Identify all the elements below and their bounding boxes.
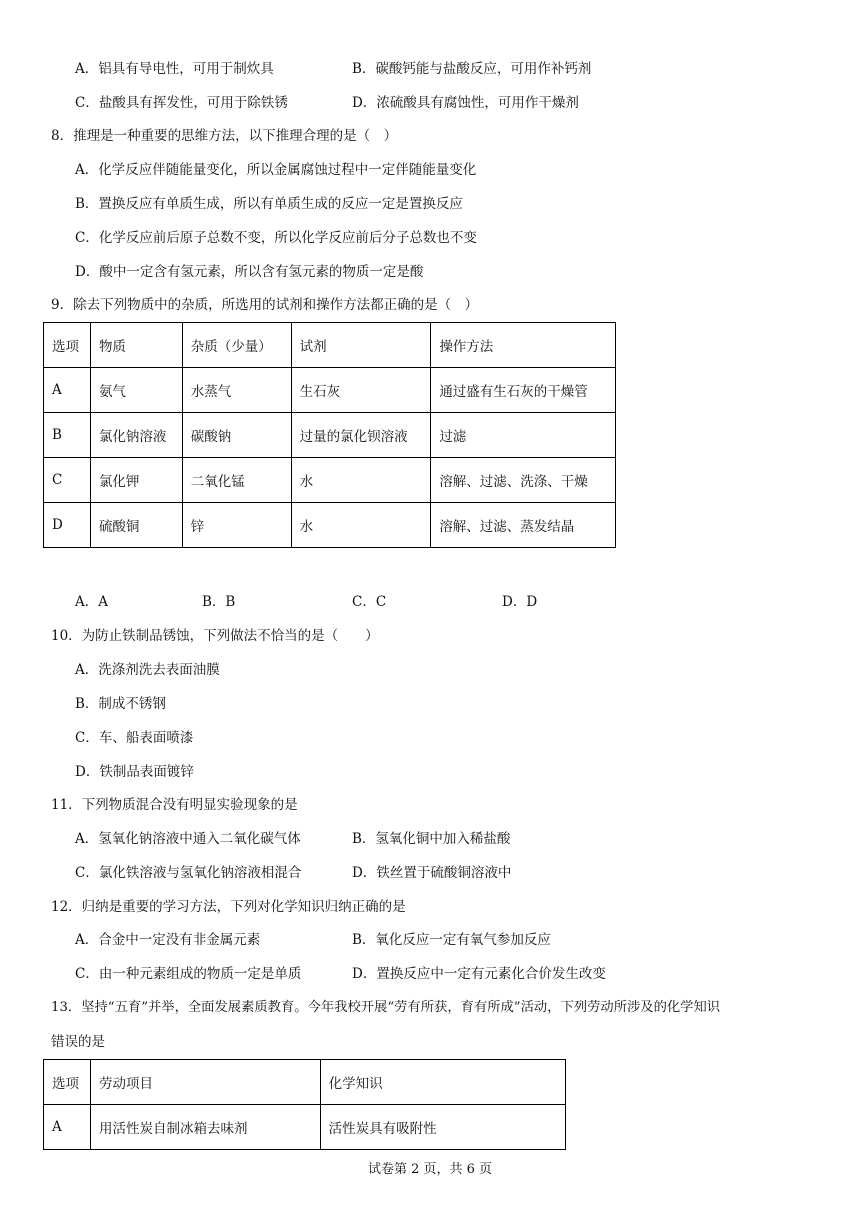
q9-option-a: A．A [75, 594, 108, 610]
table-header-cell: 操作方法 [431, 323, 616, 368]
table-cell: 过滤 [431, 413, 616, 458]
table-cell: 生石灰 [291, 368, 431, 413]
q11-option-b: B．氢氧化铜中加入稀盐酸 [352, 831, 511, 847]
q12-option-b: B．氧化反应一定有氧气参加反应 [352, 932, 551, 948]
q10-stem: 10．为防止铁制品锈蚀，下列做法不恰当的是（ ） [51, 628, 379, 644]
q9-option-b: B．B [202, 594, 236, 610]
q11-option-d: D．铁丝置于硫酸铜溶液中 [352, 865, 512, 881]
table-row [44, 323, 616, 368]
table-row [44, 368, 616, 413]
table-cell: 氯化钠溶液 [90, 413, 182, 458]
table-cell: 溶解、过滤、洗涤、干燥 [431, 458, 616, 503]
q10-option-b: B．制成不锈钢 [75, 696, 166, 712]
table-cell: 碳酸钠 [182, 413, 291, 458]
q11-option-c: C．氯化铁溶液与氢氧化钠溶液相混合 [75, 865, 302, 881]
table-header-cell: 物质 [90, 323, 182, 368]
page-footer: 试卷第 2 页，共 6 页 [367, 1162, 493, 1177]
table-header-cell: 试剂 [291, 323, 431, 368]
q12-option-c: C．由一种元素组成的物质一定是单质 [75, 966, 302, 982]
table-header-cell: 化学知识 [320, 1060, 565, 1105]
table-cell: 水 [291, 458, 431, 503]
q10-option-a: A．洗涤剂洗去表面油膜 [75, 662, 220, 678]
table-row [44, 1105, 566, 1150]
table-cell: 锌 [182, 503, 291, 548]
q8-option-d: D．酸中一定含有氢元素，所以含有氢元素的物质一定是酸 [75, 264, 424, 280]
q9-table [43, 322, 616, 548]
q7-option-c: C．盐酸具有挥发性，可用于除铁锈 [75, 95, 288, 111]
table-cell: 溶解、过滤、蒸发结晶 [431, 503, 616, 548]
table-cell: 过量的氯化钡溶液 [291, 413, 431, 458]
q13-table [43, 1059, 566, 1150]
table-cell: 水 [291, 503, 431, 548]
q7-option-d: D．浓硫酸具有腐蚀性，可用作干燥剂 [352, 95, 579, 111]
table-header-cell: 选项 [44, 1060, 91, 1105]
q8-stem: 8．推理是一种重要的思维方法，以下推理合理的是（ ） [51, 128, 398, 144]
q11-option-a: A．氢氧化钠溶液中通入二氧化碳气体 [75, 831, 301, 847]
table-cell: 硫酸铜 [90, 503, 182, 548]
table-cell: 水蒸气 [182, 368, 291, 413]
q12-stem: 12．归纳是重要的学习方法，下列对化学知识归纳正确的是 [51, 899, 406, 915]
table-row [44, 458, 616, 503]
q12-option-a: A．合金中一定没有非金属元素 [75, 932, 261, 948]
q8-option-c: C．化学反应前后原子总数不变，所以化学反应前后分子总数也不变 [75, 230, 477, 246]
table-cell: 活性炭具有吸附性 [320, 1105, 565, 1150]
table-cell: A [44, 368, 91, 413]
table-header-cell: 选项 [44, 323, 91, 368]
q9-stem: 9．除去下列物质中的杂质，所选用的试剂和操作方法都正确的是（ ） [51, 297, 479, 313]
q13-stem-continuation: 错误的是 [51, 1034, 105, 1050]
table-row [44, 413, 616, 458]
table-cell: 氨气 [90, 368, 182, 413]
table-row [44, 1060, 566, 1105]
q9-option-c: C．C [352, 594, 387, 610]
q8-option-b: B．置换反应有单质生成，所以有单质生成的反应一定是置换反应 [75, 196, 463, 212]
q13-stem: 13．坚持“五育”并举，全面发展素质教育。今年我校开展“劳有所获，育有所成”活动，下列劳动所涉及的化学知识 [51, 1000, 721, 1015]
table-header-cell: 杂质（少量） [182, 323, 291, 368]
table-cell: 通过盛有生石灰的干燥管 [431, 368, 616, 413]
table-cell: D [44, 503, 91, 548]
table-cell: A [44, 1105, 91, 1150]
table-row [44, 503, 616, 548]
q10-option-d: D．铁制品表面镀锌 [75, 764, 194, 780]
q9-option-d: D．D [502, 594, 538, 610]
q11-stem: 11．下列物质混合没有明显实验现象的是 [51, 797, 298, 813]
q7-option-b: B．碳酸钙能与盐酸反应，可用作补钙剂 [352, 61, 592, 77]
q10-option-c: C．车、船表面喷漆 [75, 730, 194, 746]
table-header-cell: 劳动项目 [90, 1060, 320, 1105]
table-cell: B [44, 413, 91, 458]
q12-option-d: D．置换反应中一定有元素化合价发生改变 [352, 966, 606, 982]
q7-option-a: A．铝具有导电性，可用于制炊具 [75, 61, 274, 77]
table-cell: 二氧化锰 [182, 458, 291, 503]
q8-option-a: A．化学反应伴随能量变化，所以金属腐蚀过程中一定伴随能量变化 [75, 162, 477, 178]
table-cell: C [44, 458, 91, 503]
table-cell: 用活性炭自制冰箱去味剂 [90, 1105, 320, 1150]
table-cell: 氯化钾 [90, 458, 182, 503]
